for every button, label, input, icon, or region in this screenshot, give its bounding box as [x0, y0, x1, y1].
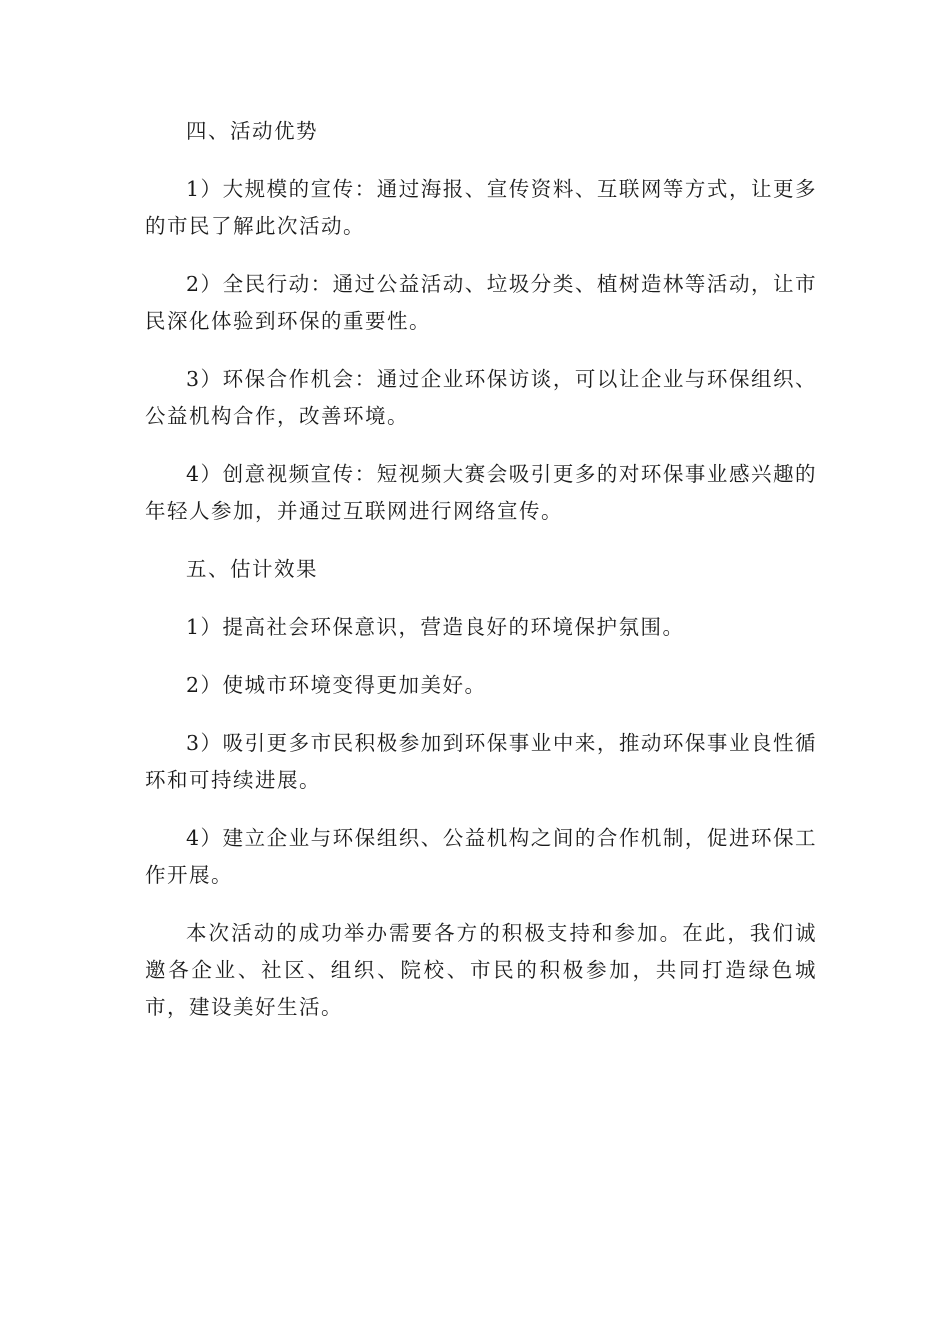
document-body: [145, 113, 817, 1047]
advantage-item-2: 2）全民行动：通过公益活动、垃圾分类、植树造林等活动，让市民深化体验到环保的重要性。: [145, 272, 817, 333]
result-item-1: 1）提高社会环保意识，营造良好的环境保护氛围。: [186, 615, 685, 639]
closing-paragraph: 本次活动的成功举办需要各方的积极支持和参加。在此，我们诚邀各企业、社区、组织、院校、市民的积极参加，共同打造绿色城市，建设美好生活。: [145, 921, 817, 1019]
result-item-2: 2）使城市环境变得更加美好。: [186, 673, 487, 697]
result-item-3: 3）吸引更多市民积极参加到环保事业中来，推动环保事业良性循环和可持续进展。: [145, 731, 817, 792]
result-item-4: 4）建立企业与环保组织、公益机构之间的合作机制，促进环保工作开展。: [145, 826, 817, 887]
section-heading-expected-results: 五、估计效果: [186, 557, 318, 581]
advantage-item-4: 4）创意视频宣传：短视频大赛会吸引更多的对环保事业感兴趣的年轻人参加，并通过互联网进行网络宣传。: [145, 462, 817, 523]
advantage-item-1: 1）大规模的宣传：通过海报、宣传资料、互联网等方式，让更多的市民了解此次活动。: [145, 177, 817, 238]
advantage-item-3: 3）环保合作机会：通过企业环保访谈，可以让企业与环保组织、公益机构合作，改善环境。: [145, 367, 817, 428]
section-heading-advantages: 四、活动优势: [186, 119, 318, 143]
